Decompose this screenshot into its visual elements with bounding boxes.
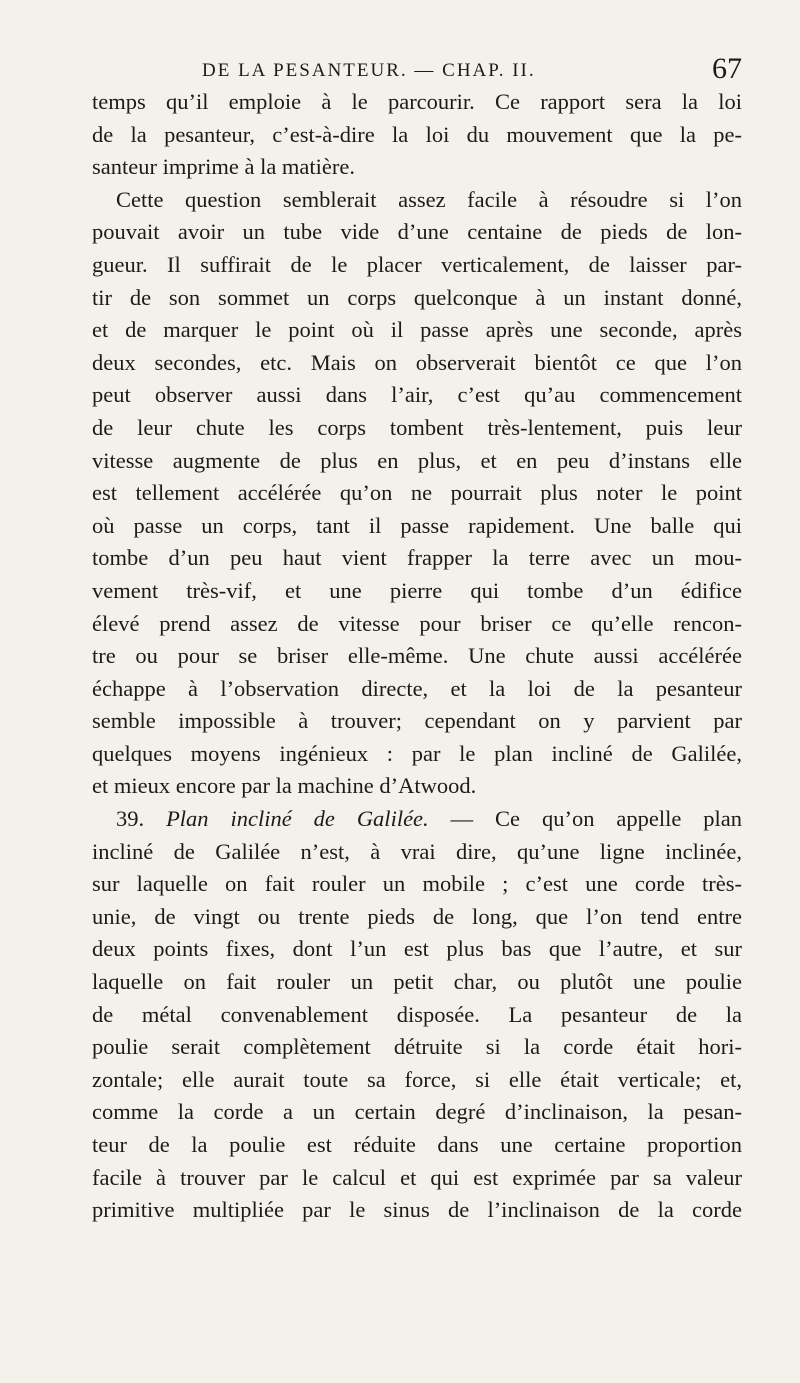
text-line: teur de la poulie est réduite dans une certaine proportion [92, 1132, 742, 1157]
text-line: facile à trouver par le calcul et qui est exprimée par sa valeur [92, 1164, 742, 1190]
text-line: sur laquelle on fait rouler un mobile ; c’est une corde très- [92, 871, 742, 897]
text-line: est tellement accélérée qu’on ne pourrait plus noter le point [92, 480, 742, 506]
section-first-line-text: — Ce qu’on appelle plan [450, 806, 743, 832]
text-line: Cette question semblerait assez facile à résoudre si l’on [116, 186, 742, 212]
section-heading-line [92, 803, 742, 836]
chapter-heading: DE LA PESANTEUR. — CHAP. II. [202, 60, 536, 81]
text-line: et de marquer le point où il passe après une seconde, après [92, 317, 742, 343]
text-line: élevé prend assez de vitesse pour briser ce qu’elle rencon- [92, 610, 742, 636]
text-line: vement très-vif, et une pierre qui tombe d’un édifice [92, 577, 742, 603]
page-number: 67 [712, 52, 742, 85]
text-line: tombe d’un peu haut vient frapper la terre avec un mou- [92, 545, 742, 571]
text-line: de métal convenablement disposée. La pesanteur de la [92, 1001, 742, 1027]
text-line: deux secondes, etc. Mais on observerait bientôt ce que l’on [92, 349, 742, 375]
section-number: 39. [116, 806, 145, 832]
text-line: semble impossible à trouver; cependant on y parvient par [92, 708, 742, 734]
text-line: peut observer aussi dans l’air, c’est qu’au commencement [92, 382, 742, 408]
text-line: vitesse augmente de plus en plus, et en peu d’instans elle [92, 447, 742, 473]
text-line: santeur imprime à la matière. [92, 154, 356, 180]
text-line: incliné de Galilée n’est, à vrai dire, qu’une ligne inclinée, [92, 838, 742, 864]
body-text [92, 86, 742, 1227]
text-line: tir de son sommet un corps quelconque à un instant donné, [92, 284, 742, 310]
text-line: et mieux encore par la machine d’Atwood. [92, 773, 477, 799]
section-title: Plan incliné de Galilée. [166, 806, 429, 832]
text-line: tre ou pour se briser elle-même. Une chute aussi accélérée [92, 643, 742, 669]
text-line: quelques moyens ingénieux : par le plan incliné de Galilée, [92, 740, 742, 766]
text-line: poulie serait complètement détruite si la corde était hori- [92, 1034, 742, 1060]
text-line: primitive multipliée par le sinus de l’inclinaison de la corde [92, 1197, 742, 1223]
text-line: temps qu’il emploie à le parcourir. Ce rapport sera la loi [92, 89, 742, 114]
text-line: échappe à l’observation directe, et la loi de la pesanteur [92, 675, 742, 701]
text-line: gueur. Il suffirait de le placer verticalement, de laisser par- [92, 251, 742, 277]
text-line: comme la corde a un certain degré d’inclinaison, la pesan- [92, 1099, 742, 1125]
text-line: de leur chute les corps tombent très-lentement, puis leur [92, 414, 742, 440]
text-line: zontale; elle aurait toute sa force, si elle était verticale; et, [92, 1066, 742, 1092]
text-line: deux points fixes, dont l’un est plus bas que l’autre, et sur [92, 936, 742, 962]
text-line: pouvait avoir un tube vide d’une centaine de pieds de lon- [92, 219, 742, 245]
text-line: unie, de vingt ou trente pieds de long, que l’on tend entre [92, 903, 742, 929]
text-line: où passe un corps, tant il passe rapidement. Une balle qui [92, 512, 742, 538]
text-line: de la pesanteur, c’est-à-dire la loi du mouvement que la pe- [92, 121, 742, 147]
text-line: laquelle on fait rouler un petit char, ou plutôt une poulie [92, 969, 742, 995]
